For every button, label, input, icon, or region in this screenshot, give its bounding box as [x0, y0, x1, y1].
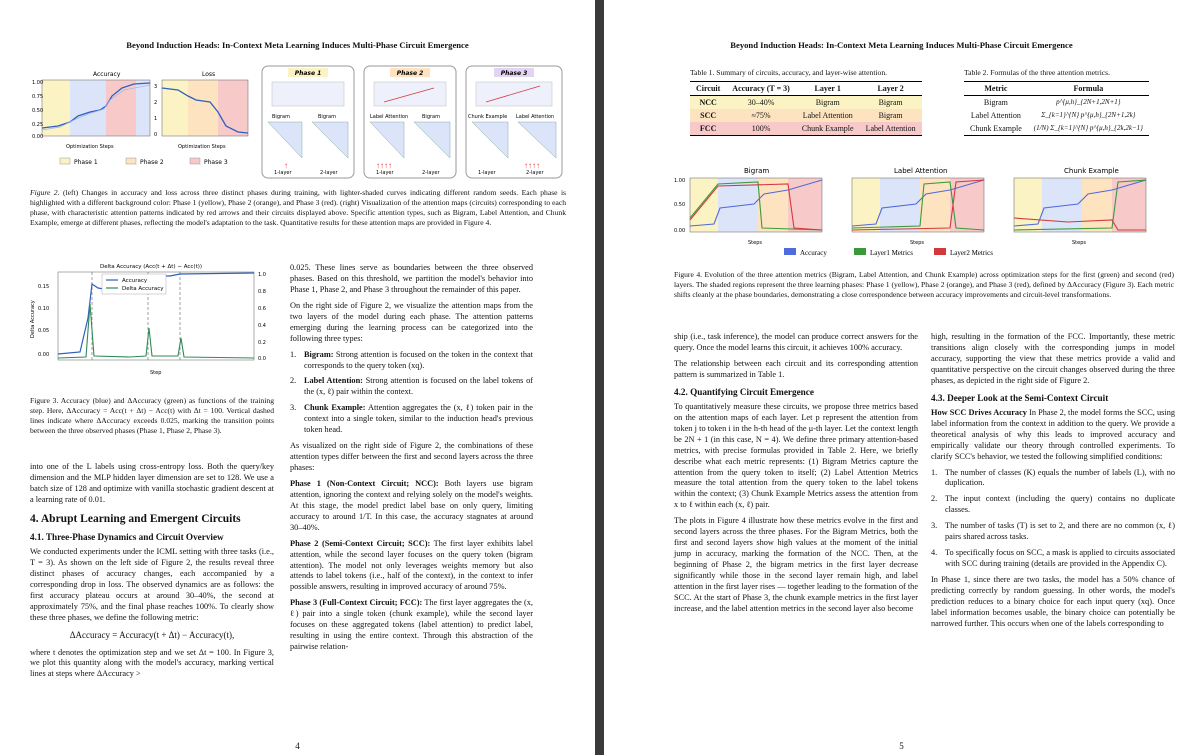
list-item-number: 1.	[931, 467, 938, 477]
table-header: Layer 2	[860, 81, 922, 95]
fig3-rtick-6: 0.0	[258, 356, 266, 362]
phase-2-head: Phase 2 (Semi-Context Circuit; SCC):	[290, 538, 431, 548]
list-item-text: Attention aggregates the (x, ℓ) token pair in the context into a single token, similar to the induction head's previous token head.	[304, 403, 533, 435]
left-column-b	[290, 263, 533, 658]
conditions-list	[931, 468, 1175, 571]
table-cell: Chunk Example	[964, 122, 1028, 136]
phase-1-text: Both layers use bigram attention, ignoring the context and relying solely on the model's weights. At this stage, the model predict label base on only query, limiting accuracy to around 1/T. In this case, the accuracy stagnates at around 30–40%.	[290, 478, 533, 532]
list-item-number: 2.	[290, 376, 297, 386]
phase2-layer-b: 2-layer	[422, 170, 440, 176]
phase2-label-b: Bigram	[422, 114, 440, 120]
fig3-ltick-3: 0.05	[38, 328, 50, 334]
table-cell: Chunk Example	[796, 122, 860, 136]
figure-3-caption: Figure 3. Accuracy (blue) and ΔAccuracy (green) as functions of the training step. Here, ΔAccuracy = Acc(t + Δt) − Acc(t) with Δt = 100. Vertical dashed lines indicate where ΔAccuracy exceeds 0.025, marking the transition points between the three observed phases (Phase 1, Phase 2, Phase 3).	[30, 396, 274, 435]
table-1-block	[690, 68, 970, 136]
list-item-head: Chunk Example:	[304, 403, 366, 413]
para-combinations: As visualized on the right side of Figure 2, the combinations of these attention types differ between the first and second layers across the three phases:	[290, 441, 533, 472]
left-column-a	[30, 462, 274, 685]
para-fcc-formation: high, resulting in the formation of the FCC. Importantly, these metric transitions align closely with the corresponding jumps in model accuracy, supporting the view that these metrics provide a valid and quantitative perspective on the circuit changes observed during the three phases, as depicted in the right side of Figure 2.	[931, 332, 1175, 385]
phase-legend-1: Phase 1	[74, 159, 98, 166]
fig3-legend-delta: Delta Accuracy	[122, 286, 164, 292]
svg-text:↑↑↑↑: ↑↑↑↑	[376, 161, 392, 170]
para-plots: The plots in Figure 4 illustrate how these metrics evolve in the first and second layers across the three phases. For the Bigram Metrics, both the first and second layers show high values at the moment of the initial jump in accuracy, marking the formation of the NCC. Then, at the beginning of Phase 2, the bigram metrics in the first layer decrease significantly while those in the second layer remain high, and label attention in the first layer rises — together leading to the formation of the SCC. At the start of Phase 3, the chunk example metrics in the first layer increase, and the label attention metrics in the second layer also become	[674, 516, 918, 613]
fig4-legend-layer2: Layer2 Metrics	[950, 249, 993, 257]
figure-2	[30, 62, 566, 180]
figure-2-caption-label: Figure 2.	[30, 188, 60, 197]
attention-types-list	[290, 350, 533, 437]
phase-legend-2: Phase 2	[140, 159, 164, 166]
loss-tick-4: 0	[154, 132, 158, 138]
list-item	[290, 403, 533, 436]
table-cell: 30–40%	[747, 97, 775, 107]
table-header: Formula	[1028, 81, 1149, 95]
running-head: Beyond Induction Heads: In-Context Meta Learning Induces Multi-Phase Circuit Emergence	[730, 40, 1073, 50]
para-scc-accuracy	[931, 408, 1175, 463]
figure-2-plots	[30, 62, 566, 180]
table-cell: Bigram	[815, 97, 840, 107]
fig3-rtick-5: 0.2	[258, 340, 266, 346]
section-4-1-heading: 4.1. Three-Phase Dynamics and Circuit Overview	[30, 531, 224, 542]
table-cell: FCC	[690, 122, 726, 136]
para-phase1-binary: In Phase 1, since there are two tasks, the model has a 50% chance of predicting correctly by random guessing. In other words, the model's prediction reduces to a binary choice for each input query (xq). Once label information becomes usable, the binary choice can potentially be narrowed further. This occurs when one of the labels corresponding to	[931, 575, 1175, 628]
acc-tick-3: 0.50	[32, 108, 44, 114]
scc-text: In Phase 2, the model forms the SCC, using label information from the context in addition to the query. We provide a theoretical analysis of why this leads to improved accuracy and empirically validate our theory through controlled experiments. To clarify SCC's behavior, we tested the following simplified conditions:	[931, 407, 1175, 461]
list-item	[931, 521, 1175, 543]
fig4-panel-title-bigram: Bigram	[744, 167, 770, 175]
acc-tick-1: 1.00	[32, 80, 44, 86]
table-header: Circuit	[690, 81, 726, 95]
para-training-details: into one of the L labels using cross-entropy loss. Both the query/key dimension and the MLP hidden layer dimension are set to 128. We use a batch size of 128 and optimize with vanilla stochastic gradient descent at a learning rate of 0.01.	[30, 462, 274, 504]
table-cell: ≈75%	[751, 110, 771, 120]
phase3-layer-a: 1-layer	[478, 170, 496, 176]
phase-3-text: The first layer aggregates the (x, ℓ) pair into a single token (chunk example), while the second layer focuses on these aggregated tokens (label attention) to predict label, resulting in using the entire context. Through this abstraction of the pairwise relation-	[290, 598, 533, 652]
phase3-tag: Phase 3	[500, 70, 528, 77]
list-item-head: Bigram:	[304, 349, 334, 359]
acc-xlabel: Optimization Steps	[66, 144, 114, 150]
list-item-text: The number of classes (K) equals the number of labels (L), with no duplication.	[945, 467, 1175, 488]
list-item-number: 1.	[290, 349, 297, 359]
phase3-label-b: Label Attention	[516, 114, 555, 120]
para-delta-definition: where t denotes the optimization step and we set Δt = 100. In Figure 3, we plot this quantity along with the model's accuracy, marking vertical lines at steps where ΔAccuracy >	[30, 647, 274, 679]
phase1-tag: Phase 1	[294, 70, 322, 77]
phase3-layer-b: 2-layer	[526, 170, 544, 176]
right-column-b	[931, 332, 1175, 635]
list-item-number: 4.	[931, 548, 938, 558]
phase3-label-a: Chunk Example	[468, 114, 508, 120]
table-cell: 100%	[726, 122, 796, 136]
list-item-head: Label Attention:	[304, 376, 363, 386]
page-number-right: 5	[899, 741, 904, 751]
list-item	[290, 350, 533, 372]
loss-tick-3: 1	[154, 116, 158, 122]
para-thresholds: 0.025. These lines serve as boundaries between the three observed phases. Based on this threshold, we partition the model's behavior into Phase 1, Phase 2, and Phase 3 throughout the remainder of this paper.	[290, 263, 533, 294]
fig4-panel-title-chunk: Chunk Example	[1064, 167, 1119, 175]
phase1-layer-a: 1-layer	[274, 170, 292, 176]
fig4-legend-accuracy: Accuracy	[800, 249, 827, 257]
fig4-p1-tick-3: 0.50	[674, 202, 686, 208]
page-5	[604, 0, 1199, 755]
fig4-p3-xlabel: Steps	[1072, 240, 1086, 246]
fig3-rtick-2: 0.8	[258, 289, 266, 295]
table-header-row	[690, 81, 922, 95]
loss-tick-1: 3	[154, 84, 158, 90]
fig4-p1-tick-5: 0.00	[674, 228, 686, 234]
fig4-p2-xlabel: Steps	[910, 240, 924, 246]
para-phase-2	[290, 539, 533, 594]
list-item-text: To specifically focus on SCC, a mask is applied to circuits associated with SCC during training (details are provided in the Appendix C).	[945, 548, 1175, 569]
para-relationship: The relationship between each circuit and its corresponding attention pattern is summarized in Table 1.	[674, 358, 918, 379]
page-4	[0, 0, 595, 755]
phase2-tag: Phase 2	[396, 70, 424, 77]
loss-tick-2: 2	[154, 100, 158, 106]
phase-legend-3: Phase 3	[204, 159, 228, 166]
section-4-3-heading: 4.3. Deeper Look at the Semi-Context Circuit	[931, 392, 1109, 403]
phase-3-head: Phase 3 (Full-Context Circuit; FCC):	[290, 598, 423, 608]
page-number-left: 4	[295, 741, 300, 751]
phase1-label-a: Bigram	[272, 114, 290, 120]
para-attention-maps: On the right side of Figure 2, we visualize the attention maps from the two layers of the model during each phase. The attention patterns emerging during the learning process can be categorized into the following three types:	[290, 300, 533, 343]
list-item	[931, 468, 1175, 490]
figure-4	[674, 164, 1174, 264]
fig4-p1-xlabel: Steps	[748, 240, 762, 246]
list-item-number: 2.	[931, 494, 938, 504]
fig3-rtick-4: 0.4	[258, 323, 266, 329]
para-phase-1	[290, 479, 533, 534]
figure-4-caption: Figure 4. Evolution of the three attention metrics (Bigram, Label Attention, and Chunk Example) across optimization steps for the first (green) and second (red) layers. The shaded regions represent the three learning phases: Phase 1 (yellow), Phase 2 (orange), and Phase 3 (red), defined by ΔAccuracy (Figure 3). Each metric shifts cleanly at the phase boundaries, demonstrating a close correspondence between accuracy improvements and circuit-level transformations.	[674, 270, 1174, 299]
list-item	[931, 494, 1175, 516]
acc-tick-4: 0.25	[32, 122, 44, 128]
table-cell: Bigram	[878, 97, 903, 107]
table-row	[690, 95, 922, 109]
table-header: Metric	[964, 81, 1028, 95]
acc-tick-2: 0.75	[32, 94, 44, 100]
para-task-inference: ship (i.e., task inference), the model can produce correct answers for the query. Once the model learns this circuit, it achieves 100% accuracy.	[674, 332, 918, 352]
table-header: Accuracy (T = 3)	[726, 81, 796, 95]
fig3-rtick-3: 0.6	[258, 306, 266, 312]
acc-tick-5: 0.00	[32, 134, 44, 140]
fig3-legend-accuracy: Accuracy	[122, 278, 148, 284]
list-item-text: The number of tasks (T) is set to 2, and there are no common (x, ℓ) pairs shared across tasks.	[945, 521, 1175, 542]
table-header-row	[964, 81, 1149, 95]
list-item-number: 3.	[290, 403, 297, 413]
list-item-text: Strong attention is focused on the label tokens of the (x, ℓ) pair within the context.	[304, 376, 533, 397]
para-metrics: To quantitatively measure these circuits, we propose three metrics based on the attention maps of each layer. Let p represent the attention from token j to token i in the h-th head of the μ-th layer. Let the context length be 2N + 1 (in this case, N = 4). We define three primary attention-based metrics, with precise formulas provided in Table 2. Here, we briefly describe what each metric represents: (1) Bigram Metrics capture the attention from the query token to itself; (2) Label Attention Metrics measure the total attention from the query token to the label tokens within the context; (3) Chunk Example Metrics assess the attention from x to ℓ within each (x, ℓ) pair.	[674, 401, 918, 510]
figure-2-caption-text: (left) Changes in accuracy and loss across three distinct phases during training, with lighter-shaded curves indicating different random seeds. Each phase is highlighted with a different background color: Phase 1 (yellow), Phase 2 (orange), and Phase 3 (red). (right) Visualization of the attention maps (circuits) corresponding to each phase, with characteristic attention patterns indicated by red arrows and their circuits displayed above. Specific attention types, such as Bigram, Label Attention, and Chunk Example, emerge at different phases, reflecting the model's adaptation to the task. Quantitative results for these attention maps are provided in Figure 4.	[30, 188, 567, 227]
table-row	[964, 122, 1149, 136]
figure-4-plots	[674, 164, 1174, 264]
running-head: Beyond Induction Heads: In-Context Meta Learning Induces Multi-Phase Circuit Emergence	[126, 40, 469, 50]
phase1-layer-b: 2-layer	[320, 170, 338, 176]
figure-3-plot	[30, 258, 274, 378]
fig3-ltick-2: 0.10	[38, 306, 50, 312]
figure-3	[30, 258, 274, 378]
loss-xlabel: Optimization Steps	[178, 144, 226, 150]
table-cell: SCC	[700, 110, 717, 120]
phase-2-text: The first layer exhibits label attention, while the second layer focuses on the query token (bigram attention). The model not only leverages weights memory but also attends to label tokens (i.e., half of the context), in the context to infer possible answers, resulting in improved accuracy of around 75%.	[290, 538, 533, 592]
table-cell: Label Attention	[860, 122, 922, 136]
fig3-rtick-1: 1.0	[258, 272, 266, 278]
list-item	[931, 548, 1175, 570]
table-cell: (1/N) Σ_{k=1}^{N} p^{μ,h}_{2k,2k−1}	[1028, 122, 1149, 136]
accuracy-title: Accuracy	[93, 71, 121, 78]
table-cell: Bigram	[983, 97, 1008, 107]
table-1-caption: Table 1. Summary of circuits, accuracy, and layer-wise attention.	[690, 68, 888, 77]
table-cell: Label Attention	[802, 110, 853, 120]
phase-1-head: Phase 1 (Non-Context Circuit; NCC):	[290, 478, 439, 488]
section-4-heading: 4. Abrupt Learning and Emergent Circuits	[30, 512, 241, 525]
table-header: Layer 1	[796, 81, 860, 95]
list-item-number: 3.	[931, 521, 938, 531]
list-item-text: The input context (including the query) contains no duplicate classes.	[945, 494, 1175, 515]
table-2	[964, 81, 1149, 136]
section-4-2-heading: 4.2. Quantifying Circuit Emergence	[674, 386, 814, 397]
table-1	[690, 81, 922, 136]
table-cell: Bigram	[878, 110, 903, 120]
table-2-block	[964, 68, 1164, 136]
table-cell: Label Attention	[970, 110, 1021, 120]
fig3-ltick-1: 0.15	[38, 284, 50, 290]
loss-title: Loss	[202, 71, 216, 78]
right-column-a	[674, 332, 918, 620]
page-gutter	[595, 0, 604, 755]
list-item-text: Strong attention is focused on the token in the context that corresponds to the query token (xq).	[304, 349, 533, 370]
phase1-label-b: Bigram	[318, 114, 336, 120]
fig3-ltick-4: 0.00	[38, 352, 50, 358]
table-cell: p^{μ,h}_{2N+1,2N+1}	[1056, 98, 1121, 107]
scc-head: How SCC Drives Accuracy	[931, 407, 1027, 417]
fig4-legend-layer1: Layer1 Metrics	[870, 249, 913, 257]
table-cell: NCC	[699, 97, 717, 107]
table-row	[964, 95, 1149, 109]
fig3-ylabel: Delta Accuracy	[30, 300, 36, 338]
fig4-p1-tick-1: 1.00	[674, 178, 686, 184]
fig4-panel-title-label: Label Attention	[894, 167, 948, 175]
fig3-title: Delta Accuracy (Acc(t + Δt) − Acc(t))	[100, 264, 203, 270]
table-row	[690, 122, 922, 136]
svg-text:↑: ↑	[284, 161, 288, 170]
figure-2-caption	[30, 188, 566, 227]
phase2-layer-a: 1-layer	[376, 170, 394, 176]
para-phase-3	[290, 598, 533, 653]
table-row	[964, 109, 1149, 122]
list-item	[290, 376, 533, 398]
table-cell: Σ_{k=1}^{N} p^{μ,h}_{2N+1,2k}	[1041, 111, 1136, 120]
fig3-xlabel: Step	[150, 370, 162, 376]
delta-accuracy-equation: ΔAccuracy = Accuracy(t + Δt) − Accuracy(t),	[69, 629, 235, 640]
para-three-phase: We conducted experiments under the ICML setting with three tasks (i.e., T = 3). As shown on the left side of Figure 2, the results reveal three distinct phases of accuracy changes, each accompanied by a corresponding drop in loss. The observed dynamics are as follows: the first accuracy plateau occurs at around 30–40%, the second at approximately 75%, and the final phase reaches 100%. To clearly show these three phases, we define the following metric:	[30, 547, 274, 622]
svg-text:↑↑↑↑: ↑↑↑↑	[524, 161, 540, 170]
phase2-label-a: Label Attention	[370, 114, 409, 120]
table-2-caption: Table 2. Formulas of the three attention metrics.	[964, 68, 1111, 77]
table-row	[690, 109, 922, 122]
